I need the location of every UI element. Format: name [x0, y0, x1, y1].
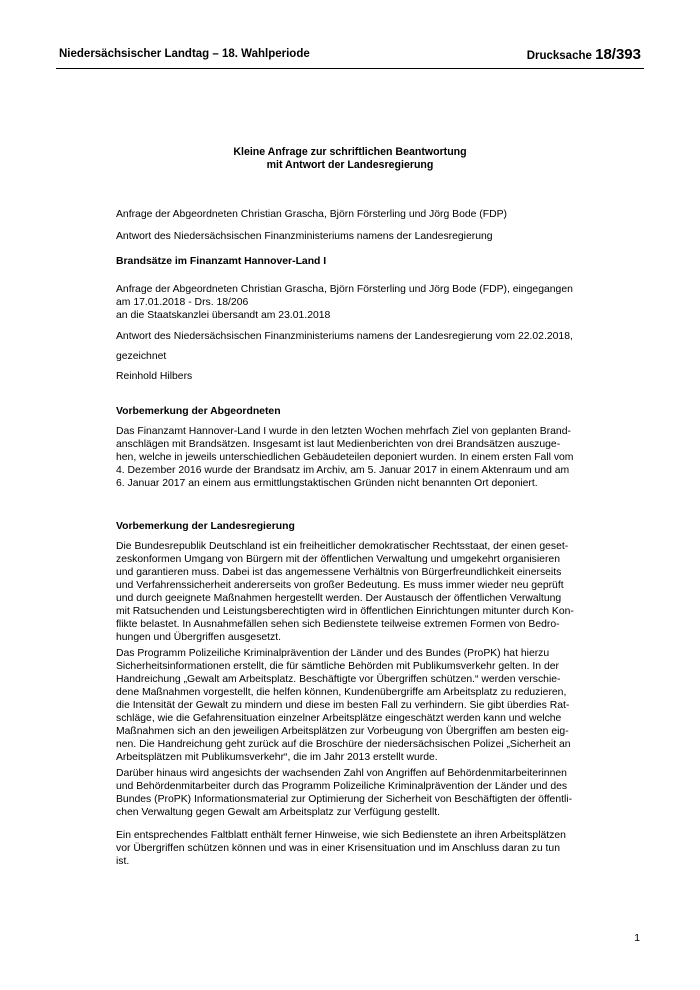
document-number: [527, 46, 641, 63]
section2-heading: Vorbemerkung der Landesregierung: [116, 521, 295, 532]
subject-heading: Brandsätze im Finanzamt Hannover-Land I: [116, 256, 327, 267]
details-line-1: Anfrage der Abgeordneten Christian Grascha, Björn Försterling und Jörg Bode (FDP), eingegangen: [116, 284, 573, 295]
details-line-2: am 17.01.2018 - Drs. 18/206: [116, 297, 249, 308]
text-line: Maßnahmen sich an den jeweiligen Arbeitsplätzen zur Vorbeugung von Übergriffen am besten eig-: [116, 726, 569, 737]
text-line: 4. Dezember 2016 wurde der Brandsatz im Archiv, am 5. Januar 2017 in einem Aktenraum und am: [116, 465, 570, 476]
text-line: flikte belastet. In Ausnahmefällen sehen sich Bedienstete teilweise extremen Formen von Bedro-: [116, 619, 560, 630]
signatory: Reinhold Hilbers: [116, 371, 193, 382]
text-line: zeskonformen Umgang von Bürgern mit der öffentlichen Verwaltung und umgekehrt organisieren: [116, 554, 560, 565]
signed-label: gezeichnet: [116, 351, 167, 362]
text-line: hen, welche in jeweils unterschiedlichen Gebäudeteilen deponiert wurden. In einem ersten Fall vom: [116, 452, 574, 463]
title-line-1: Kleine Anfrage zur schriftlichen Beantwortung: [233, 146, 467, 158]
title-line-2: mit Antwort der Landesregierung: [266, 159, 434, 171]
text-line: chen Verwaltung gegen Gewalt am Arbeitsplatz zur Verfügung gestellt.: [116, 807, 441, 818]
text-line: vor Übergriffen schützen können und was in einer Krisensituation und im Anschluss daran zu tun: [116, 843, 560, 854]
details-line-3: an die Staatskanzlei übersandt am 23.01.2018: [116, 310, 331, 321]
section1-heading: Vorbemerkung der Abgeordneten: [116, 406, 281, 417]
parliament-period: Niedersächsischer Landtag – 18. Wahlperiode: [59, 48, 310, 60]
section1-paragraph: [116, 425, 584, 490]
document-label: Drucksache: [526, 50, 592, 62]
text-line: und durch geeignete Maßnahmen hergestellt werden. Der Austausch der öffentlichen Verwaltung: [116, 593, 562, 604]
text-line: Das Programm Polizeiliche Kriminalprävention der Länder und des Bundes (ProPK) hat hierzu: [116, 648, 550, 659]
document-number-value: 18/393: [595, 46, 641, 63]
text-line: anschlägen mit Brandsätzen. Insgesamt ist laut Medienberichten von drei Brandsätzen auszuge-: [116, 439, 561, 450]
text-line: Darüber hinaus wird angesichts der wachsenden Zahl von Angriffen auf Behördenmitarbeiterinnen: [116, 768, 567, 779]
text-line: mit Ratsuchenden und Leistungsberechtigten wird in öffentlichen Einrichtungen mitunter durch Kon-: [116, 606, 574, 617]
inquiry-line: Anfrage der Abgeordneten Christian Grascha, Björn Försterling und Jörg Bode (FDP): [116, 209, 508, 220]
text-line: Die Bundesrepublik Deutschland ist ein freiheitlicher demokratischer Rechtsstaat, der einen geset-: [116, 541, 569, 552]
text-line: und Behördenmitarbeiter durch das Programm Polizeiliche Kriminalprävention der Länder und des: [116, 781, 568, 792]
text-line: und Verfahrenssicherheit andererseits von großer Bedeutung. Es muss immer wieder neu geprüft: [116, 580, 564, 591]
text-line: Das Finanzamt Hannover-Land I wurde in den letzten Wochen mehrfach Ziel von geplanten Brand-: [116, 426, 571, 437]
answer-date: Antwort des Niedersächsischen Finanzministeriums namens der Landesregierung vom 22.02.2018,: [116, 331, 573, 342]
answer-line: Antwort des Niedersächsischen Finanzministeriums namens der Landesregierung: [116, 231, 493, 242]
text-line: dene Maßnahmen vorgestellt, die helfen können, Kundenübergriffe am Arbeitsplatz zu reduzieren,: [116, 687, 567, 698]
text-line: nen. Die Handreichung geht zurück auf die Broschüre der niedersächsischen Polizei „Sicherheit an: [116, 739, 571, 750]
text-line: Handreichung „Gewalt am Arbeitsplatz. Beschäftigte vor Übergriffen schützen.“ werden verschie-: [116, 674, 561, 685]
text-line: ist.: [116, 856, 130, 867]
document-title: [0, 146, 700, 172]
text-line: Bundes (ProPK) Informationsmaterial zur Optimierung der Sicherheit von Beschäftigten der öffentli-: [116, 794, 573, 805]
section2-paragraph-4: [116, 829, 584, 868]
text-line: Ein entsprechendes Faltblatt enthält ferner Hinweise, wie sich Bedienstete an ihren Arbeitsplätzen: [116, 830, 566, 841]
section2-paragraph-3: [116, 767, 584, 819]
text-line: Arbeitsplätzen mit Publikumsverkehr“, die im Jahr 2013 erstellt wurde.: [116, 752, 438, 763]
text-line: schläge, wie die Gefahrensituation einzelner Arbeitsplätze eingeschätzt werden kann und welche: [116, 713, 562, 724]
page-number: 1: [634, 933, 640, 944]
text-line: Sicherheitsinformationen erstellt, die für sämtliche Behörden mit Publikumsverkehr gelten. In der: [116, 661, 559, 672]
page-header: [56, 42, 644, 69]
section2-paragraph-2: [116, 647, 584, 764]
text-line: 6. Januar 2017 an einem aus ermittlungstaktischen Gründen nicht benannten Ort deponiert.: [116, 478, 538, 489]
section2-paragraph-1: [116, 540, 584, 644]
text-line: die Intensität der Gewalt zu mindern und diese im besten Fall zu verhindern. Sie gibt überdies Rat-: [116, 700, 570, 711]
text-line: und garantieren muss. Dabei ist das angemessene Verhältnis von Bürgerfreundlichkeit einerseits: [116, 567, 562, 578]
text-line: hungen und Übergriffen ausgesetzt.: [116, 632, 282, 643]
